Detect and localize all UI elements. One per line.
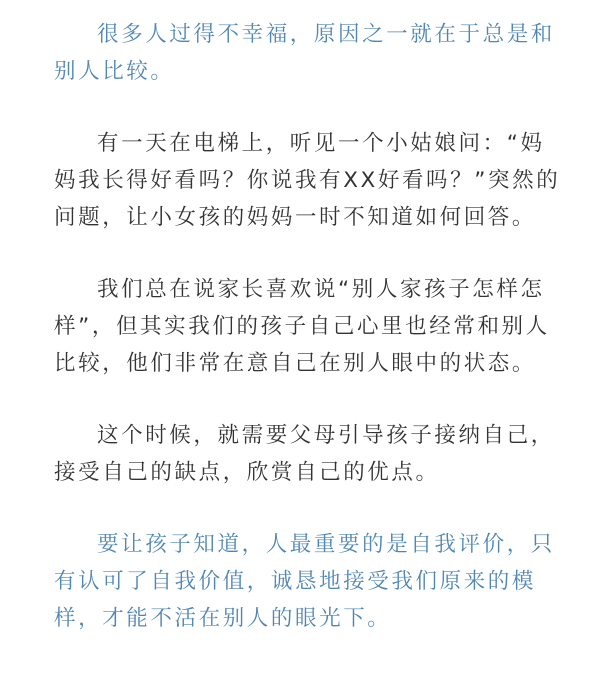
paragraph-spacer: [54, 90, 594, 125]
paragraph-line: 有认可了自我价值，诚恳地接受我们原来的模: [54, 569, 537, 594]
paragraph-spacer: [54, 236, 594, 271]
paragraph-spacer: [54, 491, 594, 526]
paragraph-line: 有一天在电梯上，听见一个小姑娘问：“妈: [97, 131, 545, 156]
paragraph-line: 接受自己的缺点，欣赏自己的优点。: [54, 460, 440, 485]
paragraph-line: 这个时候，就需要父母引导孩子接纳自己，: [97, 423, 555, 448]
paragraph-line: 样”，但其实我们的孩子自己心里也经常和别人: [54, 314, 550, 339]
article-body: [54, 16, 594, 637]
paragraph-line: 样，才能不活在别人的眼光下。: [54, 606, 392, 631]
paragraph-parent-guidance: [54, 417, 594, 491]
paragraph-line: 我们总在说家长喜欢说“别人家孩子怎样怎: [97, 277, 545, 302]
paragraph-line: 很多人过得不幸福，原因之一就在于总是和: [97, 22, 555, 47]
paragraph-line: 妈我长得好看吗？你说我有XX好看吗？”突然的: [54, 168, 561, 193]
paragraph-conclusion: [54, 526, 594, 637]
paragraph-elevator-story: [54, 125, 594, 236]
paragraph-line: 别人比较。: [54, 59, 175, 84]
paragraph-intro: [54, 16, 594, 90]
paragraph-spacer: [54, 382, 594, 417]
paragraph-comparison: [54, 271, 594, 382]
paragraph-line: 问题，让小女孩的妈妈一时不知道如何回答。: [54, 205, 537, 230]
paragraph-line: 比较，他们非常在意自己在别人眼中的状态。: [54, 351, 537, 376]
paragraph-line: 要让孩子知道，人最重要的是自我评价，只: [97, 532, 555, 557]
